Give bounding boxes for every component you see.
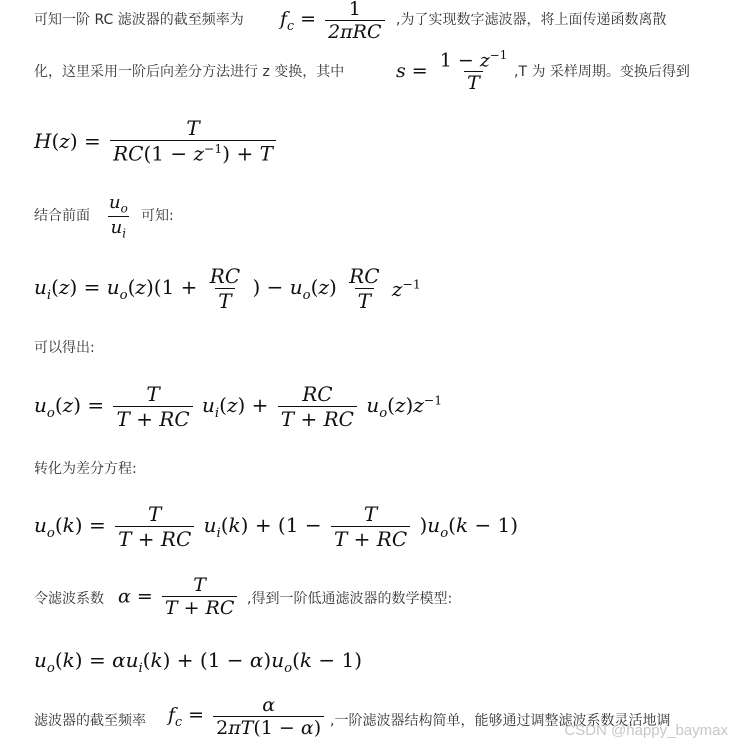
formula-transfer-function: H(z) = $\frac{T}{RC(1 - z^{-1}) + T}$ — [34, 116, 279, 166]
text-line-2a: 化，这里采用一阶后向差分方法进行 z 变换，其中 — [34, 64, 345, 80]
text-line-3b: 可知: — [141, 208, 174, 224]
csdn-watermark: CSDN @happy_baymax — [564, 722, 728, 739]
formula-filter-model: $u_o(k) = \alpha u_i(k) + (1 - \alpha)u_o(k - 1)$ — [34, 648, 363, 676]
text-line-6b: ,得到一阶低通滤波器的数学模型: — [247, 591, 453, 607]
text-line-4: 可以得出: — [34, 340, 95, 356]
formula-cutoff-alpha: $f_c$ = $\frac{\alpha}{2\pi T(1 - \alpha)}$ — [168, 694, 327, 739]
text-line-2b: ,T 为 采样周期。变换后得到 — [514, 64, 690, 80]
formula-backward-difference: s = $\frac{1 - z^{-1}}{T}$ — [396, 48, 508, 95]
formula-difference-equation: $u_o(k)$ = $\frac{T}{T + RC}$ $u_i(k) + (1$ − $\frac{T}{T + RC}$ )$u_o(k - 1)$ — [34, 502, 519, 551]
formula-ui-z: $u_i(z) = u_o(z)(1$ + $\frac{RC}{T}$ ) − $u_o(z)$ $\frac{RC}{T}$ $z^{-1}$ — [34, 264, 421, 313]
formula-cutoff-frequency: $f_c$ = $\frac{1}{\text{2πRC}}$ — [280, 0, 388, 43]
text-line-5: 转化为差分方程: — [34, 461, 137, 477]
text-line-6a: 令滤波系数 — [34, 591, 104, 607]
formula-uo-z: $u_o(z)$ = $\frac{T}{T + RC}$ $u_i(z)$ + $\frac{RC}{T + RC}$ $u_o(z)z^{-1}$ — [34, 382, 443, 431]
text-line-7b: ,一阶滤波器结构简单，能够通过调整滤波系数灵活地调 — [330, 713, 671, 729]
text-line-7a: 滤波器的截至频率 — [34, 713, 146, 729]
formula-uo-over-ui: $\frac{u_o}{u_i}$ — [109, 192, 128, 241]
text-line-1b: ,为了实现数字滤波器，将上面传递函数离散 — [396, 12, 667, 28]
formula-alpha: α = $\frac{T}{T + RC}$ — [118, 574, 240, 619]
text-line-3a: 结合前面 — [34, 208, 90, 224]
text-line-1a: 可知一阶 RC 滤波器的截至频率为 — [34, 12, 244, 28]
